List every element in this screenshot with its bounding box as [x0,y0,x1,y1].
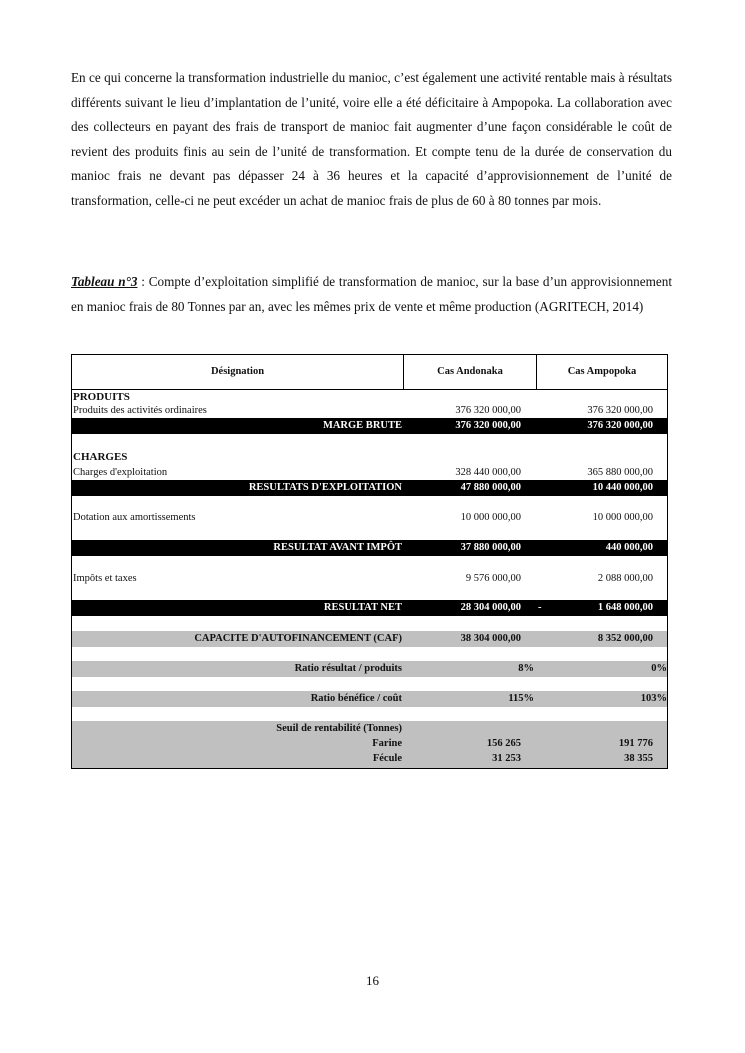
resultat-net-value-ampopoka: 1 648 000,00 [597,602,653,613]
ratio-resultat-label: Ratio résultat / produits [294,663,402,674]
charges-value-ampopoka: 365 880 000,00 [587,467,653,478]
charges-value-andonaka: 328 440 000,00 [455,467,521,478]
ratio-resultat-value-andonaka: 8% [518,663,534,674]
page-number: 16 [366,973,379,988]
marge-brute-label: MARGE BRUTE [322,420,402,431]
ratio-resultat-row [72,661,667,677]
impots-label: Impôts et taxes [73,573,137,584]
ratio-benefice-label: Ratio bénéfice / coût [310,693,402,704]
seuil-farine-label: Farine [372,738,402,749]
ratio-benefice-value-andonaka: 115% [508,693,534,704]
resultat-net-row [72,600,667,616]
table-header [72,355,667,390]
seuil-farine-value-andonaka: 156 265 [486,738,521,749]
dotation-label: Dotation aux amortissements [73,512,196,523]
header-cas-ampopoka: Cas Ampopoka [567,366,637,377]
resultat-avant-impot-label: RESULTAT AVANT IMPÔT [273,542,402,553]
seuil-block [72,721,667,768]
produits-value-ampopoka: 376 320 000,00 [587,405,653,416]
seuil-farine-value-ampopoka: 191 776 [618,738,653,749]
dotation-value-ampopoka: 10 000 000,00 [592,512,653,523]
charges-title-row [72,449,667,465]
impots-value-ampopoka: 2 088 000,00 [597,573,653,584]
marge-brute-value-andonaka: 376 320 000,00 [455,420,521,431]
ratio-benefice-row [72,691,667,707]
header-cas-andonaka: Cas Andonaka [404,355,537,389]
resultat-avant-impot-row [72,540,667,556]
caf-label: CAPACITE D'AUTOFINANCEMENT (CAF) [194,633,402,644]
produits-title: PRODUITS [73,391,130,403]
charges-title: CHARGES [73,451,128,463]
marge-brute-value-ampopoka: 376 320 000,00 [587,420,653,431]
charges-row [72,465,667,480]
caf-value-ampopoka: 8 352 000,00 [597,633,653,644]
impots-value-andonaka: 9 576 000,00 [465,573,521,584]
seuil-fecule-value-ampopoka: 38 355 [624,753,653,764]
ratio-benefice-value-ampopoka: 103% [640,693,667,704]
seuil-title-row [72,721,667,736]
dotation-value-andonaka: 10 000 000,00 [460,512,521,523]
resultat-net-dash: - [538,602,542,613]
resultat-net-label: RESULTAT NET [323,602,402,613]
produits-label: Produits des activités ordinaires [73,405,207,416]
caf-value-andonaka: 38 304 000,00 [460,633,521,644]
seuil-fecule-row [72,751,667,766]
caf-row [72,631,667,647]
seuil-title: Seuil de rentabilité (Tonnes) [276,723,402,734]
produits-title-row [72,390,667,404]
intro-paragraph: En ce qui concerne la transformation industrielle du manioc, c’est également une activité rentable mais à résultats différents suivant le lieu d’implantation de l’unité, voire elle a été déficitaire à Ampopoka. La collaboration avec des collecteurs en payant des frais de transport de manioc fait augmenter d’une façon considérable le coût de revient des produits finis au sein de l’unité de transformation. Et compte tenu de la durée de conservation du manioc frais ne devant pas dépasser 24 à 36 heures et la capacité d’approvisionnement de l’unité de transformation, celle-ci ne peut excéder un achat de manioc frais de plus de 60 à 80 tonnes par mois. [71,70,672,208]
produits-value-andonaka: 376 320 000,00 [455,405,521,416]
charges-label: Charges d'exploitation [73,467,168,478]
marge-brute-row [72,418,667,434]
seuil-fecule-value-andonaka: 31 253 [492,753,521,764]
table-caption [71,270,672,319]
table-caption-label: Tableau n°3 [71,274,138,289]
resultat-avant-impot-value-andonaka: 37 880 000,00 [460,542,521,553]
ratio-resultat-value-ampopoka: 0% [651,663,667,674]
dotation-row [72,510,667,526]
resultats-exploitation-value-andonaka: 47 880 000,00 [460,482,521,493]
header-designation: Désignation [72,355,404,389]
resultats-exploitation-label: RESULTATS D'EXPLOITATION [248,482,402,493]
impots-row [72,571,667,587]
financial-table [71,354,668,769]
produits-row [72,404,667,418]
resultats-exploitation-value-ampopoka: 10 440 000,00 [592,482,653,493]
resultat-avant-impot-value-ampopoka: 440 000,00 [605,542,653,553]
table-caption-text: : Compte d’exploitation simplifié de transformation de manioc, sur la base d’un approvisionnement en manioc frais de 80 Tonnes par an, avec les mêmes prix de vente et même production (AGRITECH, 2014) [71,274,672,314]
resultat-net-value-andonaka: 28 304 000,00 [460,602,521,613]
seuil-farine-row [72,736,667,751]
seuil-fecule-label: Fécule [372,753,402,764]
resultats-exploitation-row [72,480,667,496]
